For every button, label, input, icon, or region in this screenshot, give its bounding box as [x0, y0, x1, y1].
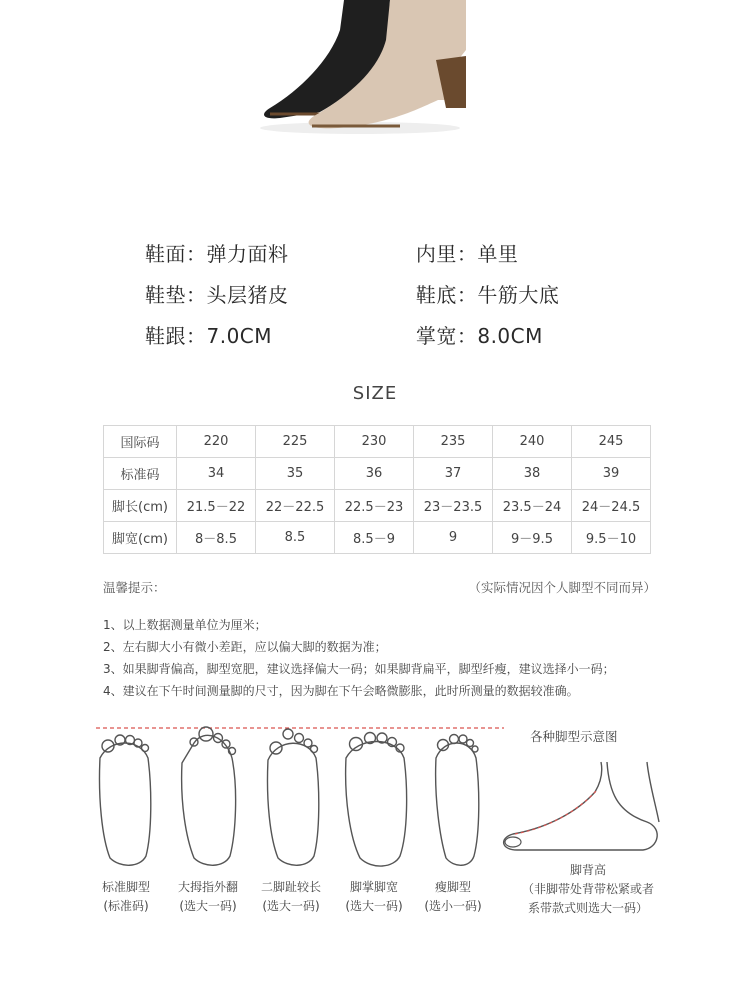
- foot-type-name: 大拇指外翻: [177, 880, 238, 894]
- table-cell: 24－24.5: [572, 490, 651, 522]
- table-row: [104, 458, 651, 490]
- list-item: 3、如果脚背偏高，脚型宽肥，建议选择偏大一码；如果脚背扁平，脚型纤瘦，建议选择小一码；: [103, 662, 615, 676]
- table-cell: 国际码: [104, 426, 177, 458]
- foot-outline-wide: [346, 733, 407, 867]
- spec-row: [145, 273, 615, 314]
- table-cell: 37: [414, 458, 493, 490]
- spec-lining: 内里：单里: [415, 242, 519, 266]
- table-cell: 230: [335, 426, 414, 458]
- table-cell: 39: [572, 458, 651, 490]
- side-foot-illustration: [497, 752, 667, 862]
- foot-outline-standard: [99, 735, 150, 865]
- list-item: 2、左右脚大小有微小差距，应以偏大脚的数据为准；: [103, 640, 387, 654]
- side-view-caption: [508, 861, 668, 918]
- table-cell: 22－22.5: [256, 490, 335, 522]
- table-cell: 8－8.5: [177, 522, 256, 554]
- foot-types-illustration: [90, 718, 510, 868]
- foot-type-slim: [408, 878, 498, 916]
- foot-type-wide: [329, 878, 419, 916]
- tips-title: 温馨提示：: [103, 580, 166, 595]
- table-cell: 240: [493, 426, 572, 458]
- list-item: 1、以上数据测量单位为厘米；: [103, 618, 267, 632]
- spec-insole: 鞋垫：头层猪皮: [145, 283, 289, 307]
- table-cell: 脚宽(cm): [104, 522, 177, 554]
- table-cell: 35: [256, 458, 335, 490]
- table-cell: 脚长(cm): [104, 490, 177, 522]
- table-cell: 标准码: [104, 458, 177, 490]
- foot-type-advice: (选大一码): [345, 899, 403, 913]
- spec-row: [145, 314, 615, 355]
- table-cell: 23.5－24: [493, 490, 572, 522]
- side-view-label: 脚背高: [569, 863, 606, 877]
- foot-type-advice: (选小一码): [424, 899, 482, 913]
- foot-type-standard: [81, 878, 171, 916]
- table-cell: 21.5－22: [177, 490, 256, 522]
- foot-type-name: 二脚趾较长: [260, 880, 321, 894]
- side-view-title: 各种脚型示意图: [530, 729, 618, 744]
- table-cell: 220: [177, 426, 256, 458]
- table-cell: 9－9.5: [493, 522, 572, 554]
- size-title: SIZE: [352, 383, 398, 404]
- spec-row: [145, 232, 615, 273]
- foot-type-advice: (标准码): [103, 899, 149, 913]
- size-table: [103, 425, 651, 554]
- table-cell: 23－23.5: [414, 490, 493, 522]
- side-view-note-line1: （非脚带处背带松紧或者: [521, 882, 654, 896]
- table-cell: 36: [335, 458, 414, 490]
- foot-type-name: 标准脚型: [101, 880, 150, 894]
- spec-upper: 鞋面：弹力面料: [145, 242, 289, 266]
- table-cell: 8.5－9: [335, 522, 414, 554]
- list-item: 4、建议在下午时间测量脚的尺寸，因为脚在下午会略微膨胀，此时所测量的数据较准确。: [103, 684, 579, 698]
- boots-photo: [240, 0, 500, 140]
- side-view-note-line2: 系带款式则选大一码）: [527, 901, 648, 915]
- spec-list: [145, 232, 615, 355]
- table-cell: 9.5－10: [572, 522, 651, 554]
- spec-outsole: 鞋底：牛筋大底: [415, 283, 560, 307]
- table-row: [104, 490, 651, 522]
- foot-type-long-second-toe: [246, 878, 336, 916]
- table-cell: 235: [414, 426, 493, 458]
- spec-heel: 鞋跟：7.0CM: [145, 324, 273, 348]
- foot-type-advice: (选大一码): [179, 899, 237, 913]
- foot-type-name: 瘦脚型: [434, 880, 471, 894]
- foot-outline-slim: [436, 735, 479, 866]
- table-row: [104, 522, 651, 554]
- table-cell: 225: [256, 426, 335, 458]
- table-cell: 245: [572, 426, 651, 458]
- tips-note: （实际情况因个人脚型不同而异）: [468, 580, 656, 595]
- tips-list: [103, 614, 615, 702]
- foot-outline-long-second-toe: [267, 729, 318, 865]
- table-cell: 34: [177, 458, 256, 490]
- table-cell: 9: [414, 522, 493, 554]
- table-row: [104, 426, 651, 458]
- foot-type-advice: (选大一码): [262, 899, 320, 913]
- table-cell: 8.5: [256, 522, 335, 554]
- spec-width: 掌宽：8.0CM: [415, 324, 543, 348]
- foot-outline-bunion: [182, 727, 236, 865]
- table-cell: 38: [493, 458, 572, 490]
- foot-type-bunion: [163, 878, 253, 916]
- table-cell: 22.5－23: [335, 490, 414, 522]
- foot-type-name: 脚掌脚宽: [349, 880, 398, 894]
